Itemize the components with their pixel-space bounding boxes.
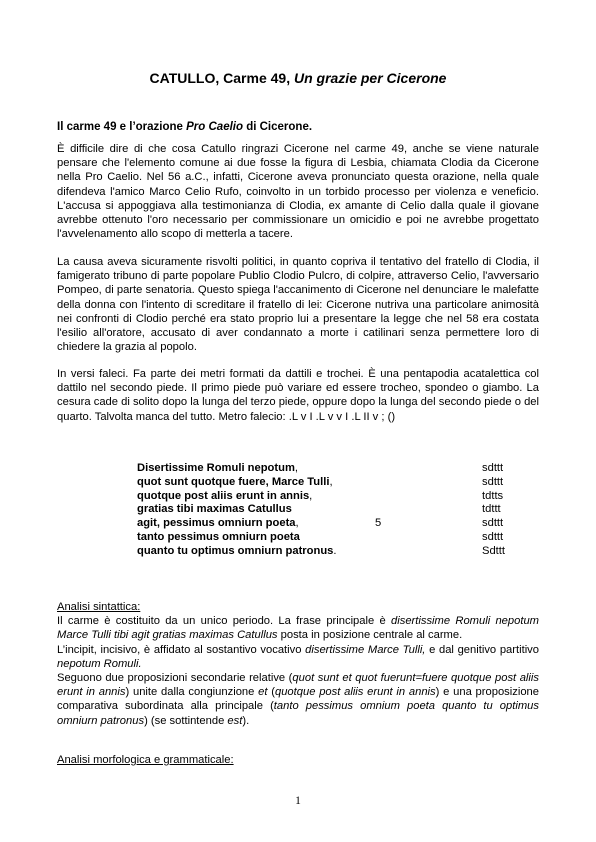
- paragraph-politics: La causa aveva sicuramente risvolti politici, in quanto copriva il tentativo del fratello di Clodia, il famigerato tribuno di parte popolare Publio Clodio Pulcro, di colpire, attraverso Celio, l'avversario Pompeo, di parte senatoria. Questo spiega l'accanimento di Cicerone nel denunciare le malefatte della donna con l'intento di screditare il fratello di lei: Cicerone nutriva una particolare animosità nei confronti di Clodio perché era stato proprio lui a presentare la legge che nel 58 era costata l'esilio all'oratore, accusato di aver condannato a morte i catilinari senza permettere loro di chiedere la grazia al popolo.: [57, 256, 539, 354]
- verse-row: [137, 476, 517, 490]
- analysis-italic: disertissime Marce Tulli,: [305, 643, 426, 656]
- analysis-text: ).: [242, 714, 250, 727]
- analysis-text: L’incipit, incisivo, è affidato al sostantivo vocativo: [57, 643, 306, 656]
- verse-text: quanto tu optimus omniurn patronus: [137, 544, 334, 557]
- verse-line: [137, 545, 337, 557]
- analysis-text: ) unite dalla congiunzione: [125, 686, 259, 699]
- analysis-italic: nepotum Romuli.: [57, 657, 142, 670]
- verse-meter: tdttt: [482, 503, 501, 516]
- section-heading-text: Il carme 49 e l’orazione: [57, 121, 187, 133]
- morphological-analysis-heading: Analisi morfologica e grammaticale:: [57, 754, 234, 766]
- verse-punct: ,: [294, 462, 299, 474]
- verse-row: [137, 517, 517, 531]
- verse-punct: ,: [295, 517, 299, 530]
- verse-meter: tdtts: [482, 489, 504, 502]
- section-heading: [57, 121, 312, 133]
- verse-meter: sdttt: [482, 530, 504, 543]
- analysis-italic: est: [227, 714, 243, 727]
- poem-verses: [137, 462, 517, 559]
- verse-row: [137, 490, 517, 504]
- analysis-paragraph-1: [57, 614, 539, 642]
- title-text: CATULLO, Carme 49,: [149, 70, 294, 86]
- verse-punct: ,: [329, 475, 333, 488]
- verse-text: quot sunt quotque fuere, Marce Tulli: [137, 475, 330, 488]
- verse-line: [137, 462, 298, 474]
- analysis-italic: tanto pessimus omnium poeta quanto tu optimus omniurn patronus: [57, 700, 539, 727]
- verse-line: [137, 531, 300, 543]
- page-title: [0, 70, 596, 86]
- verse-line: [137, 476, 333, 488]
- syntactic-analysis-heading: Analisi sintattica:: [57, 601, 141, 613]
- analysis-text: posta in posizione centrale al carme.: [277, 629, 463, 642]
- analysis-text: e dal genitivo partitivo: [425, 643, 539, 656]
- section-heading-italic: Pro Caelio: [186, 121, 244, 133]
- verse-punct: ,: [309, 489, 313, 502]
- verse-row: [137, 531, 517, 545]
- paragraph-intro: È difficile dire di che cosa Catullo ringrazi Cicerone nel carme 49, anche se viene naturale pensare che l'elemento comune ai due fosse la figura di Lesbia, chiamata Clodia da Cicerone nella Pro Caelio. Nel 56 a.C., infatti, Cicerone aveva pronunciato questa orazione, nella quale difendeva l'amico Marco Celio Rufo, coinvolto in un torbido processo per violenza e veneficio. L'accusa si appoggiava alla testimonianza di Clodia, ex amante di Celio dalla quale il giovane avrebbe ottenuto l'oro necessario per commissionare un omicidio e poi ne avrebbe progettato l'avvelenamento allo scopo di metterla a tacere.: [57, 143, 539, 241]
- analysis-paragraph-3: [57, 671, 539, 728]
- verse-text: Disertissime Romuli nepotum: [137, 462, 295, 474]
- verse-line: [137, 517, 299, 529]
- syntactic-analysis: [57, 600, 539, 728]
- paragraph-meter: In versi faleci. Fa parte dei metri formati da dattili e trochei. È una pentapodia acatalettica col dattilo nel secondo piede. Il primo piede può variare ed essere trocheo, spondeo o giambo. La cesura cade di solito dopo la lunga del terzo piede, oppure dopo la lunga del secondo piede o del quarto. Talvolta manca del tutto. Metro falecio: .L v I .L v v I .L II v ; (): [57, 368, 539, 423]
- verse-meter: sdttt: [482, 462, 504, 474]
- verse-line: [137, 490, 312, 502]
- verse-meter: sdttt: [482, 517, 504, 530]
- analysis-text: ) e una proposizione comparativa subordinata alla principale (: [57, 686, 539, 713]
- verse-text: tanto pessimus omniurn poeta: [137, 530, 300, 543]
- verse-text: gratias tibi maximas Catullus: [137, 503, 292, 516]
- verse-number: 5: [375, 517, 382, 530]
- analysis-paragraph-2: [57, 643, 539, 671]
- analysis-text: Seguono due proposizioni secondarie relative (: [57, 672, 293, 685]
- verse-meter: sdttt: [482, 475, 504, 488]
- section-heading-suffix: di Cicerone.: [243, 121, 313, 133]
- analysis-text: (: [267, 686, 275, 699]
- analysis-italic: quot sunt et quot fuerunt=fuere quotque post aliis erunt in annis: [57, 672, 539, 699]
- analysis-italic: quotque post aliis erunt in annis: [274, 686, 436, 699]
- verse-row: [137, 503, 517, 517]
- page-number: 1: [295, 795, 301, 807]
- analysis-text: ) (se sottintende: [144, 714, 228, 727]
- verse-text: quotque post aliis erunt in annis: [137, 489, 310, 502]
- verse-row: [137, 545, 517, 559]
- verse-punct: .: [333, 544, 337, 557]
- analysis-italic: et: [258, 686, 268, 699]
- title-italic-text: Un grazie per Cicerone: [293, 70, 447, 86]
- analysis-text: Il carme è costituito da un unico periodo. La frase principale è: [57, 615, 392, 628]
- verse-row: [137, 462, 517, 476]
- verse-line: [137, 503, 292, 515]
- verse-text: agit, pessimus omniurn poeta: [137, 517, 296, 530]
- verse-meter: Sdttt: [482, 544, 506, 557]
- analysis-italic: disertissime Romuli nepotum Marce Tulli tibi agit gratias maximas Catullus: [57, 615, 540, 642]
